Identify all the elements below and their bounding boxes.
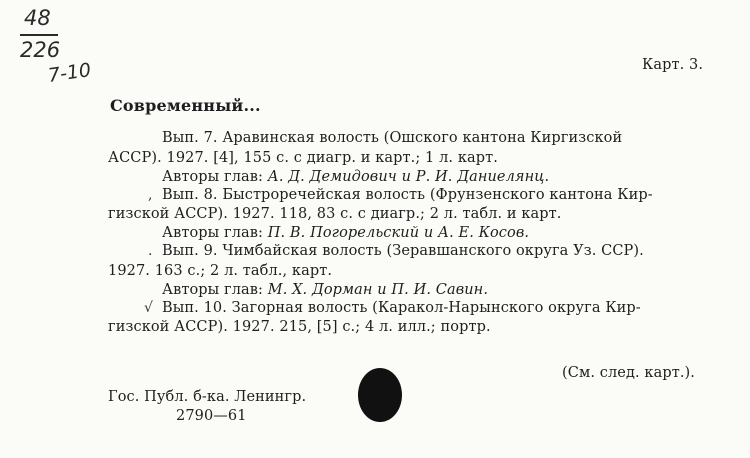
- shelf-number-underline: [20, 34, 58, 36]
- entry-9-authors-prefix: Авторы глав:: [162, 282, 264, 298]
- entry-8-authors-prefix: Авторы глав:: [162, 225, 264, 241]
- shelf-number-top: 48: [24, 6, 51, 30]
- entry-8-line-1: Вып. 8. Быстроречейская волость (Фрунзенского кантона Кир-: [162, 187, 653, 203]
- card-heading: Современный...: [110, 96, 261, 115]
- entry-9-bullet: .: [148, 243, 153, 259]
- entry-7-authors-prefix: Авторы глав:: [162, 169, 264, 185]
- shelf-number-sub: 7-10: [46, 59, 93, 87]
- card-label: Карт. 3.: [642, 57, 704, 73]
- entry-10-line-2: гизской АССР). 1927. 215, [5] с.; 4 л. илл.; портр.: [108, 319, 491, 335]
- entry-9-authors: [162, 283, 488, 298]
- shelf-number-mid: 226: [20, 38, 61, 62]
- entry-10-checkmark: √: [144, 300, 153, 316]
- punch-hole: [358, 368, 402, 422]
- entry-7-authors-names: А. Д. Демидович и Р. И. Даниелянц.: [267, 169, 550, 185]
- entry-9-line-1: Вып. 9. Чимбайская волость (Зеравшанского округа Уз. ССР).: [162, 243, 644, 259]
- entry-7-line-2: АССР). 1927. [4], 155 с. с диагр. и карт.; 1 л. карт.: [108, 150, 498, 166]
- entry-7-line-1: Вып. 7. Аравинская волость (Ошского кантона Киргизской: [162, 130, 623, 146]
- entry-10-line-1: Вып. 10. Загорная волость (Каракол-Нарынского округа Кир-: [162, 300, 641, 316]
- entry-8-authors: [162, 226, 529, 241]
- entry-8-bullet: ,: [148, 187, 153, 203]
- continued-note: (См. след. карт.).: [562, 365, 695, 381]
- entry-8-authors-names: П. В. Погорельский и А. Е. Косов.: [267, 225, 530, 241]
- imprint-line-2: 2790—61: [176, 408, 247, 424]
- entry-9-authors-names: М. Х. Дорман и П. И. Савин.: [267, 282, 489, 298]
- entry-9-line-2: 1927. 163 с.; 2 л. табл., карт.: [108, 263, 333, 279]
- entry-7-authors: [162, 170, 549, 185]
- imprint-line-1: Гос. Публ. б-ка. Ленингр.: [108, 389, 307, 405]
- entry-8-line-2: гизской АССР). 1927. 118, 83 с. с диагр.; 2 л. табл. и карт.: [108, 206, 562, 222]
